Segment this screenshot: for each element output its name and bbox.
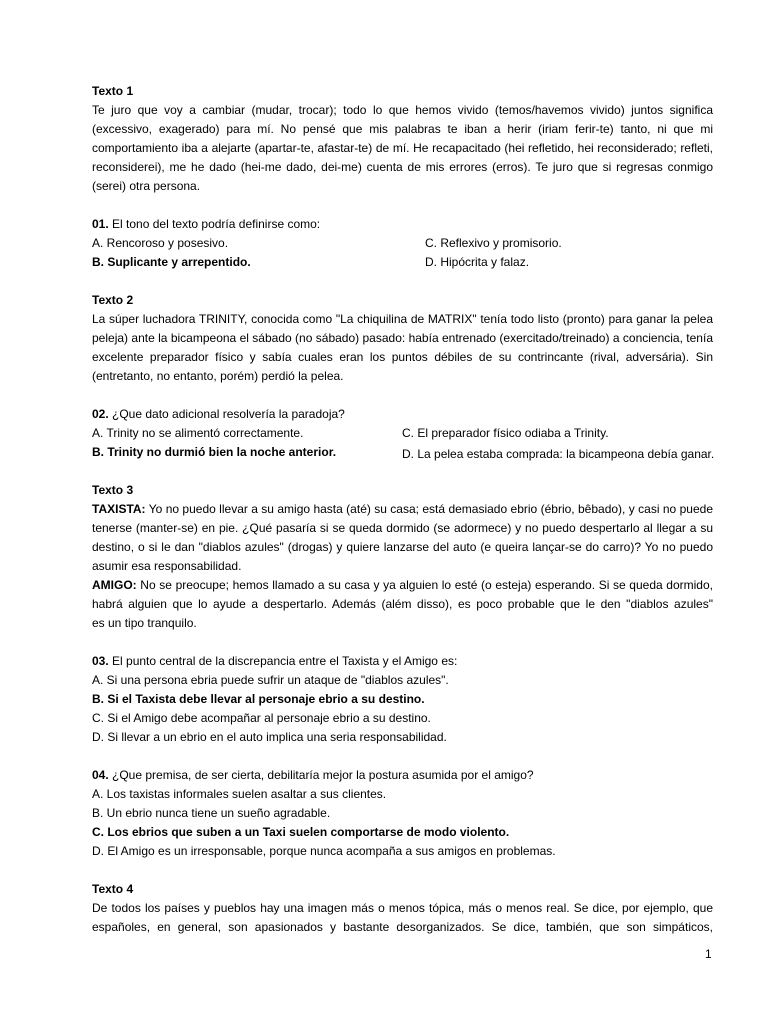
option-b: B. Un ebrio nunca tiene un sueño agradable.	[92, 806, 331, 820]
document-page	[92, 82, 713, 937]
taxista-line: tenerse (manter-se) en pie. ¿Qué pasaría si se queda dormido (se adormece) y no puedo despertarlo al llegar a su	[92, 521, 713, 535]
texto-2-line: excelente preparador físico y sabía cuales eran los puntos débiles de su contrincante (rival, adversária). Sin	[92, 350, 713, 364]
option-a: A. Rencoroso y posesivo.	[92, 236, 229, 250]
page-number: 1	[705, 947, 712, 961]
texto-3-body	[92, 500, 713, 633]
question-02	[92, 405, 713, 424]
texto-1-body	[92, 101, 713, 196]
option-a: A. Los taxistas informales suelen asaltar a sus clientes.	[92, 787, 387, 801]
texto-1-title: Texto 1	[92, 84, 134, 98]
option-d: D. La pelea estaba comprada: la bicampeona debía ganar.	[402, 447, 715, 461]
option-c: C. Reflexivo y promisorio.	[425, 236, 562, 250]
taxista-line: asumir esa responsabilidad.	[92, 559, 242, 573]
amigo-line: AMIGO: No se preocupe; hemos llamado a su casa y ya alguien lo esté (o esteja) esperando. Si se queda dormido,	[92, 578, 713, 592]
texto-1-line: reconsiderei), me he dado (hei-me dado, dei-me) cuenta de mis errores (erros). Te juro que si regresas conmigo	[92, 160, 713, 174]
texto-1-line: (serei) otra persona.	[92, 179, 201, 193]
options-row	[92, 253, 713, 272]
texto-1-line: Te juro que voy a cambiar (mudar, trocar); todo lo que hemos vivido (temos/havemos vivido) juntos significa	[92, 103, 713, 117]
option-b-answer: B. Trinity no durmió bien la noche anterior.	[92, 445, 337, 459]
amigo-line: habrá alguien que lo ayude a despertarlo. Además (além disso), es poco probable que le den "diablos azules"	[92, 597, 713, 611]
option-b-answer: B. Si el Taxista debe llevar al personaje ebrio a su destino.	[92, 692, 425, 706]
texto-4-line: españoles, en general, son apasionados y bastante desorganizados. Se dice, también, que son simpáticos,	[92, 920, 713, 934]
texto-2-body	[92, 310, 713, 386]
question-number: 01.	[92, 217, 109, 231]
options-row	[92, 424, 713, 443]
texto-2-title: Texto 2	[92, 293, 134, 307]
question-text: El tono del texto podría definirse como:	[108, 217, 321, 231]
texto-2-line: La súper luchadora TRINITY, conocida como "La chiquilina de MATRIX" tenía todo listo (pronto) para ganar la pelea	[92, 312, 713, 326]
question-01	[92, 215, 713, 234]
texto-1-line: (excessivo, exagerado) para mí. No pensé que mis palabras te iban a herir (iriam ferir-te) tanto, ni que mi	[92, 122, 713, 136]
texto-4-line: De todos los países y pueblos hay una imagen más o menos tópica, más o menos real. Se dice, por ejemplo, que	[92, 901, 713, 915]
texto-1-line: comportamiento iba a alejarte (apartar-te, afastar-te) de mí. He recapacitado (hei refletido, hei reconsiderado; refleti,	[92, 141, 713, 155]
options-row	[92, 443, 713, 462]
texto-4-title: Texto 4	[92, 882, 134, 896]
question-03	[92, 652, 713, 671]
option-a: A. Trinity no se alimentó correctamente.	[92, 426, 304, 440]
option-c: C. Si el Amigo debe acompañar al personaje ebrio a su destino.	[92, 711, 431, 725]
texto-3-title: Texto 3	[92, 483, 134, 497]
taxista-line: TAXISTA: Yo no puedo llevar a su amigo hasta (até) su casa; está demasiado ebrio (ébrio, bêbado), y casi no puede	[92, 502, 713, 516]
question-number: 03.	[92, 654, 109, 668]
question-text: ¿Que premisa, de ser cierta, debilitaría mejor la postura asumida por el amigo?	[108, 768, 534, 782]
question-text: ¿Que dato adicional resolvería la paradoja?	[108, 407, 345, 421]
question-text: El punto central de la discrepancia entre el Taxista y el Amigo es:	[108, 654, 458, 668]
option-d: D. Si llevar a un ebrio en el auto implica una seria responsabilidad.	[92, 730, 447, 744]
options-row	[92, 234, 713, 253]
question-number: 04.	[92, 768, 109, 782]
texto-2-line: peleja) ante la bicampeona el sábado (no sábado) pasado: había entrenado (exercitado/treinado) a conciencia, tenía	[92, 331, 713, 345]
option-d: D. El Amigo es un irresponsable, porque nunca acompaña a sus amigos en problemas.	[92, 844, 556, 858]
option-c: C. El preparador físico odiaba a Trinity.	[402, 426, 609, 440]
taxista-label: TAXISTA:	[92, 502, 146, 516]
question-number: 02.	[92, 407, 109, 421]
option-d: D. Hipócrita y falaz.	[425, 255, 530, 269]
taxista-line: destino, o si le dan "diablos azules" (drogas) y quiere lanzarse del auto (e queira lançar-se do carro)? Yo no puedo	[92, 540, 713, 554]
option-a: A. Si una persona ebria puede sufrir un ataque de "diablos azules".	[92, 673, 449, 687]
texto-2-line: (entretanto, no entanto, porém) perdió la pelea.	[92, 369, 344, 383]
amigo-label: AMIGO:	[92, 578, 137, 592]
amigo-line: es un tipo tranquilo.	[92, 616, 197, 630]
texto-4-body	[92, 899, 713, 937]
option-c-answer: C. Los ebrios que suben a un Taxi suelen comportarse de modo violento.	[92, 825, 510, 839]
option-b-answer: B. Suplicante y arrepentido.	[92, 255, 251, 269]
question-04	[92, 766, 713, 785]
